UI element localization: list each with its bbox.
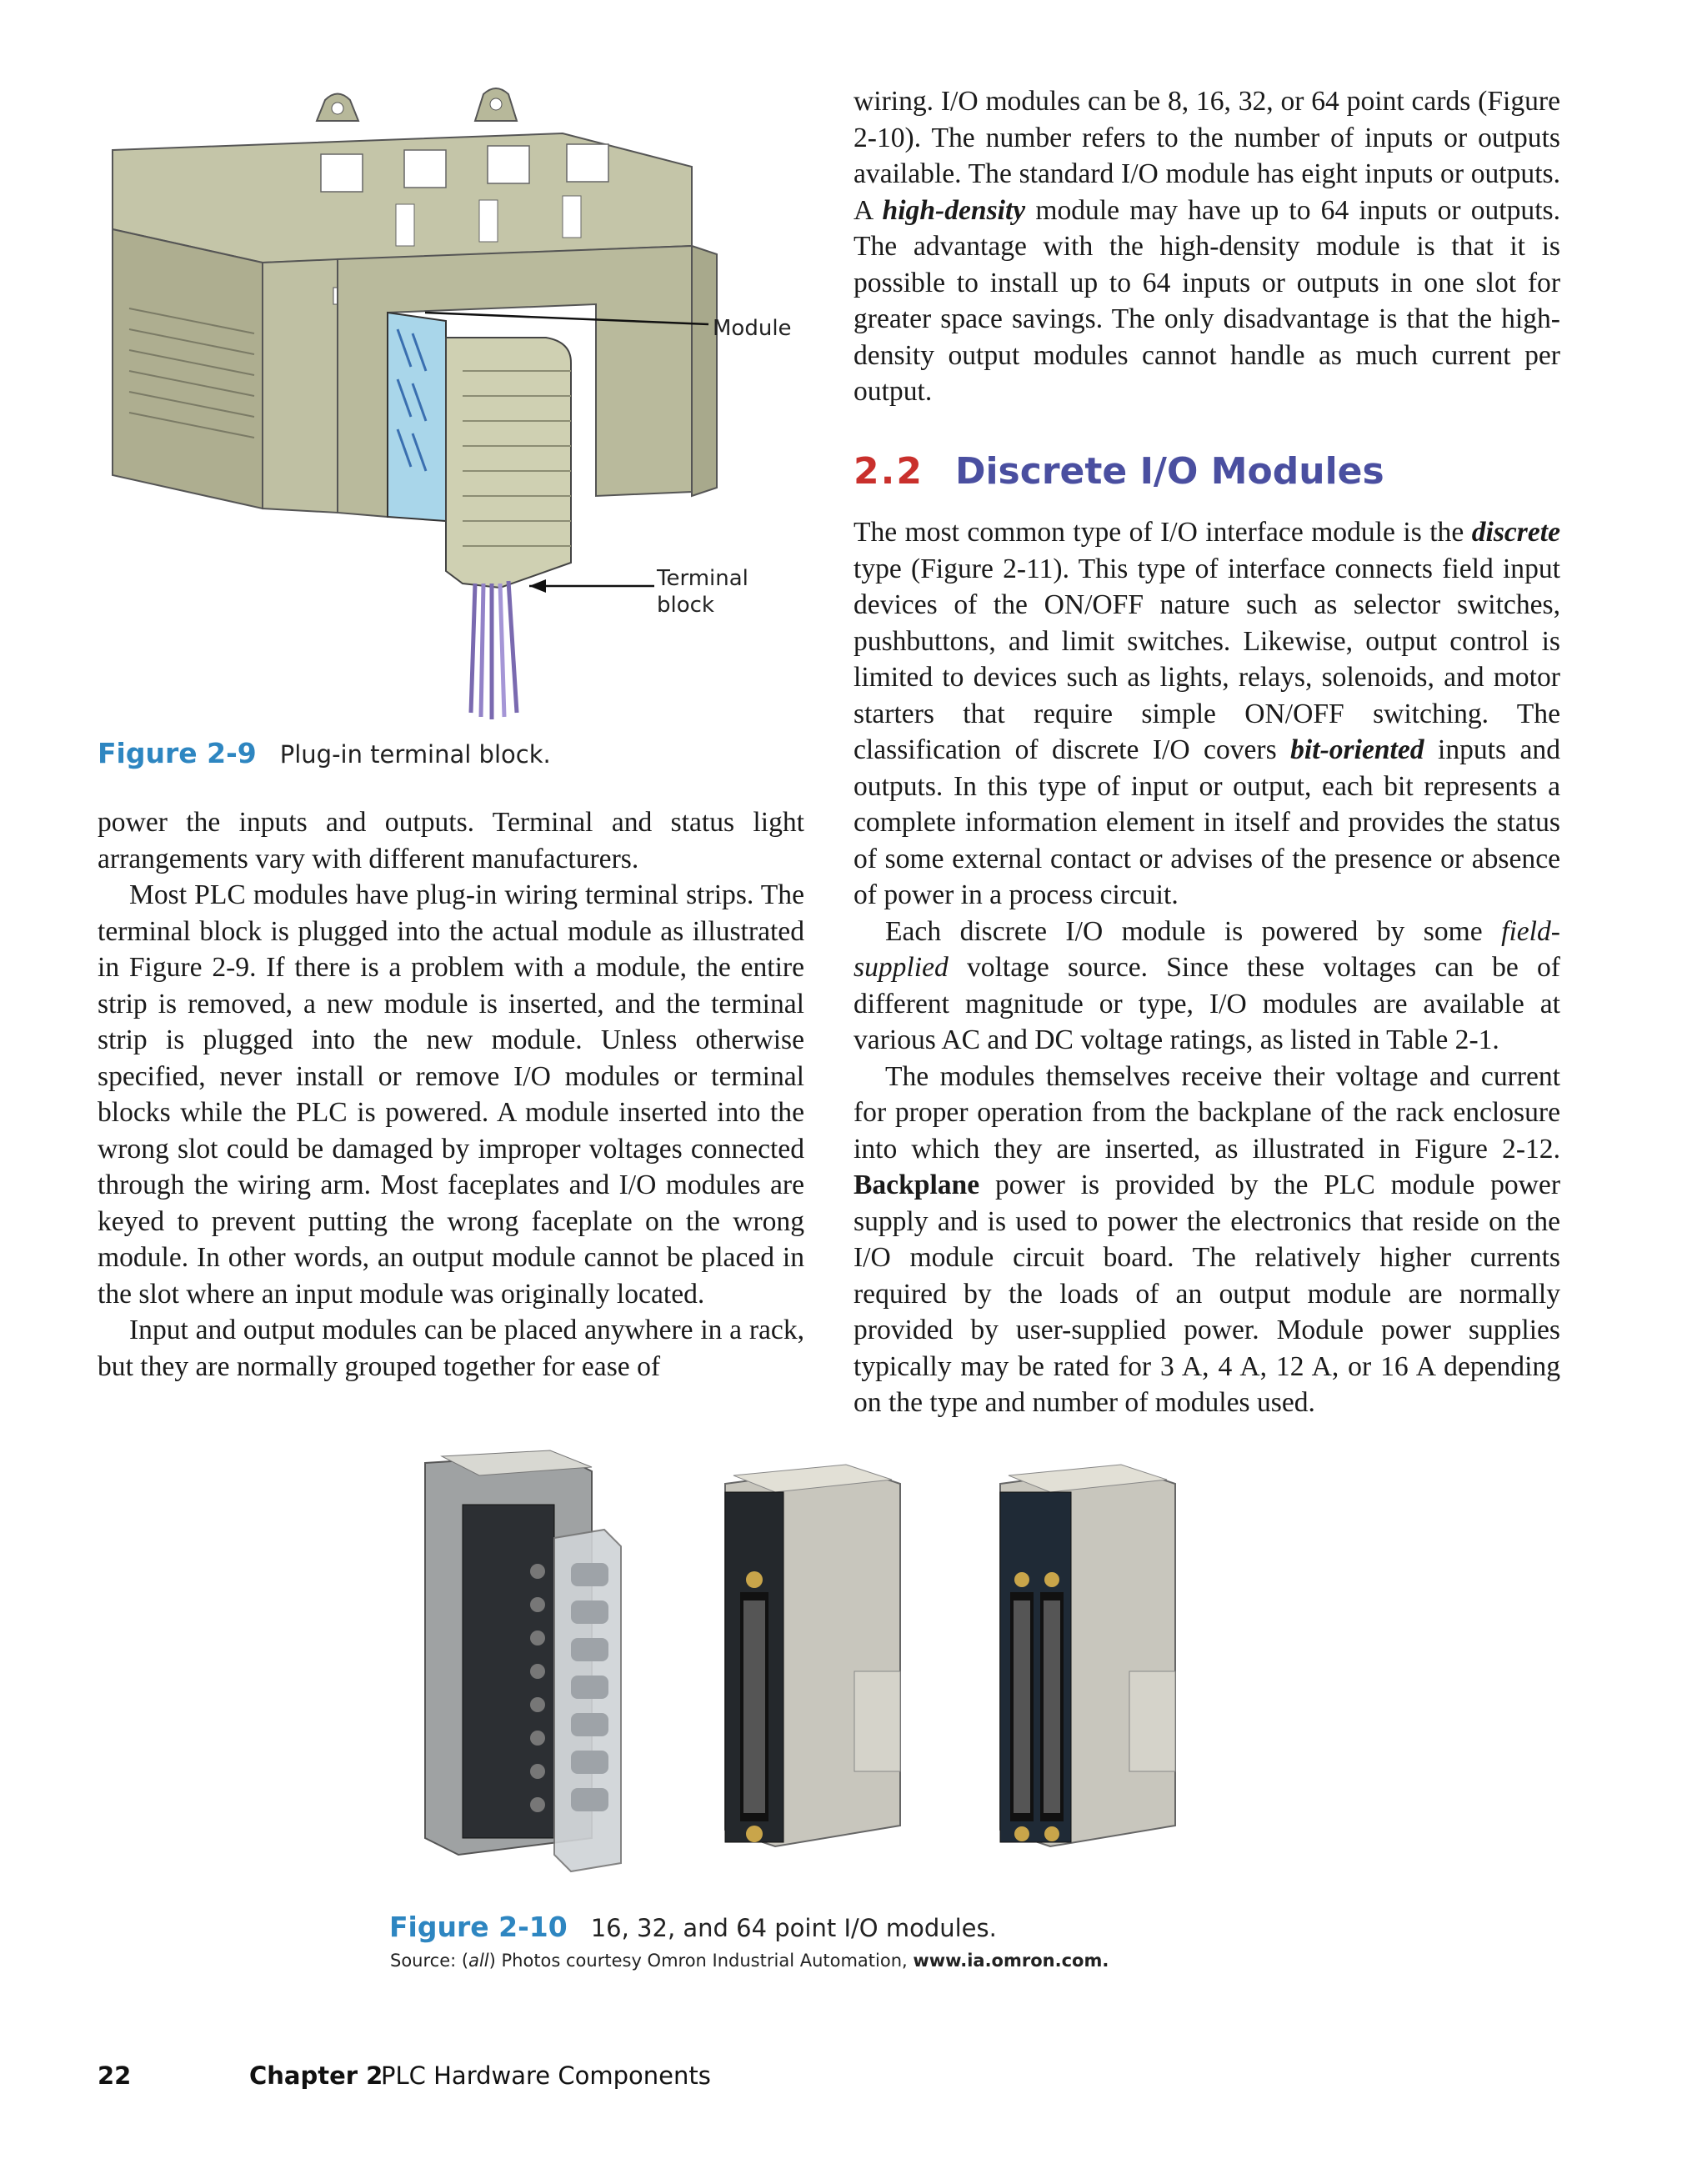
right-column-top-text (854, 83, 1560, 410)
section-title: Discrete I/O Modules (954, 450, 1384, 493)
term-field-supplied: field-supplied (854, 915, 1560, 983)
figure-2-10-caption (389, 1911, 997, 1943)
term-discrete: discrete (1471, 517, 1560, 548)
callout-terminal-line1: Terminal (657, 566, 748, 591)
text-run: type (Figure 2-11). This type of interface connects field input devices of the ON/OFF nature such as selector switches, pushbuttons, and limit switches. Likewise, output control is limited to devices such as lights, relays, solenoids, and motor starters that require simple ON/OFF switching. The classification of discrete I/O covers (854, 553, 1560, 765)
term-high-density: high-density (882, 194, 1026, 226)
text-run: voltage source. Since these voltages can be of different magnitude or type, I/O modules are available at various AC and DC voltage ratings, as listed in Table 2-1. (854, 952, 1560, 1055)
paragraph-module-placement: Input and output modules can be placed anywhere in a rack, but they are normally grouped together for ease of (98, 1315, 804, 1382)
footer-chapter-title: PLC Hardware Components (381, 2061, 711, 2090)
module-16-point (425, 1450, 621, 1871)
figure-2-9-caption (98, 737, 551, 769)
figure-2-10-source (390, 1951, 1109, 1971)
source-text: ) Photos courtesy Omron Industrial Automation, (488, 1951, 914, 1971)
figure-2-9-label: Figure 2-9 (98, 737, 257, 769)
term-backplane: Backplane (854, 1170, 980, 1200)
text-run: wiring. I/O modules can be 8, 16, 32, or 64 point cards (Figure 2-10). The number refers to the number of inputs or outputs available. The standard I/O module has eight inputs or outputs. A (854, 86, 1560, 226)
callout-terminal-block (657, 565, 748, 619)
source-url: www.ia.omron.com. (913, 1951, 1109, 1971)
text-run: The most common type of I/O interface module is the (854, 517, 1472, 548)
text-run: The modules themselves receive their voltage and current for proper operation from the backplane of the rack enclosure into which they are inserted, as illustrated in Figure 2-12. (854, 1060, 1560, 1165)
left-column-text (98, 804, 804, 1385)
module-64-point (1000, 1465, 1175, 1846)
text-run: Each discrete I/O module is powered by some (885, 915, 1502, 947)
paragraph-backplane (854, 1059, 1560, 1421)
paragraph-io-module-density (854, 83, 1560, 410)
text-run: module may have up to 64 inputs or outputs. The advantage with the high-density module is that it is possible to install up to 64 inputs or outputs in one slot for greater space savings. The only disadvantage is that the high-density output modules cannot handle as much current per output. (854, 194, 1560, 407)
figure-2-10-title: 16, 32, and 64 point I/O modules. (590, 1914, 997, 1942)
right-column-section-text (854, 514, 1560, 1421)
paragraph-continued: power the inputs and outputs. Terminal and status light arrangements vary with different manufacturers. (98, 807, 804, 874)
source-all: all (468, 1951, 489, 1971)
page-number: 22 (98, 2061, 132, 2090)
figure-2-10-label: Figure 2-10 (389, 1911, 568, 1943)
callout-module: Module (713, 316, 792, 341)
footer-chapter: Chapter 2 (249, 2061, 383, 2090)
text-run: inputs and outputs. In this type of input or output, each bit represents a complete information element in itself and provides the status of some external contact or advises of the presence or absence of power in a process circuit. (854, 734, 1560, 910)
figure-2-9-title: Plug-in terminal block. (279, 740, 551, 769)
paragraph-terminal-strips: Most PLC modules have plug-in wiring terminal strips. The terminal block is plugged into the actual module as illustrated in Figure 2-9. If there is a problem with a module, the entire strip is removed, a new module is inserted, and the terminal strip is plugged into the new module. Unless otherwise specified, never install or remove I/O modules or terminal blocks while the PLC is powered. A module inserted into the wrong slot could be damaged by improper voltages connected through the wiring arm. Most faceplates and I/O modules are keyed to prevent putting the wrong faceplate on the wrong module. In other words, an output module cannot be placed in the slot where an input module was originally located. (98, 879, 804, 1310)
plug-in-terminal-block-illustration (96, 71, 813, 725)
module-32-point (725, 1465, 900, 1846)
paragraph-discrete-intro (854, 514, 1560, 914)
text-run: power is provided by the PLC module power supply and is used to power the electronics that reside on the I/O module circuit board. The relatively higher currents required by the loads of an output module are normally provided by user-supplied power. Module power supplies typically may be rated for 3 A, 4 A, 12 A, or 16 A depending on the type and number of modules used. (854, 1170, 1560, 1418)
paragraph-field-supplied (854, 914, 1560, 1059)
section-heading (854, 450, 1384, 493)
io-modules-photo (383, 1446, 1325, 1892)
term-bit-oriented: bit-oriented (1290, 734, 1424, 765)
source-text: Source: ( (390, 1951, 469, 1971)
callout-terminal-line2: block (657, 593, 714, 618)
section-number: 2.2 (854, 450, 924, 493)
